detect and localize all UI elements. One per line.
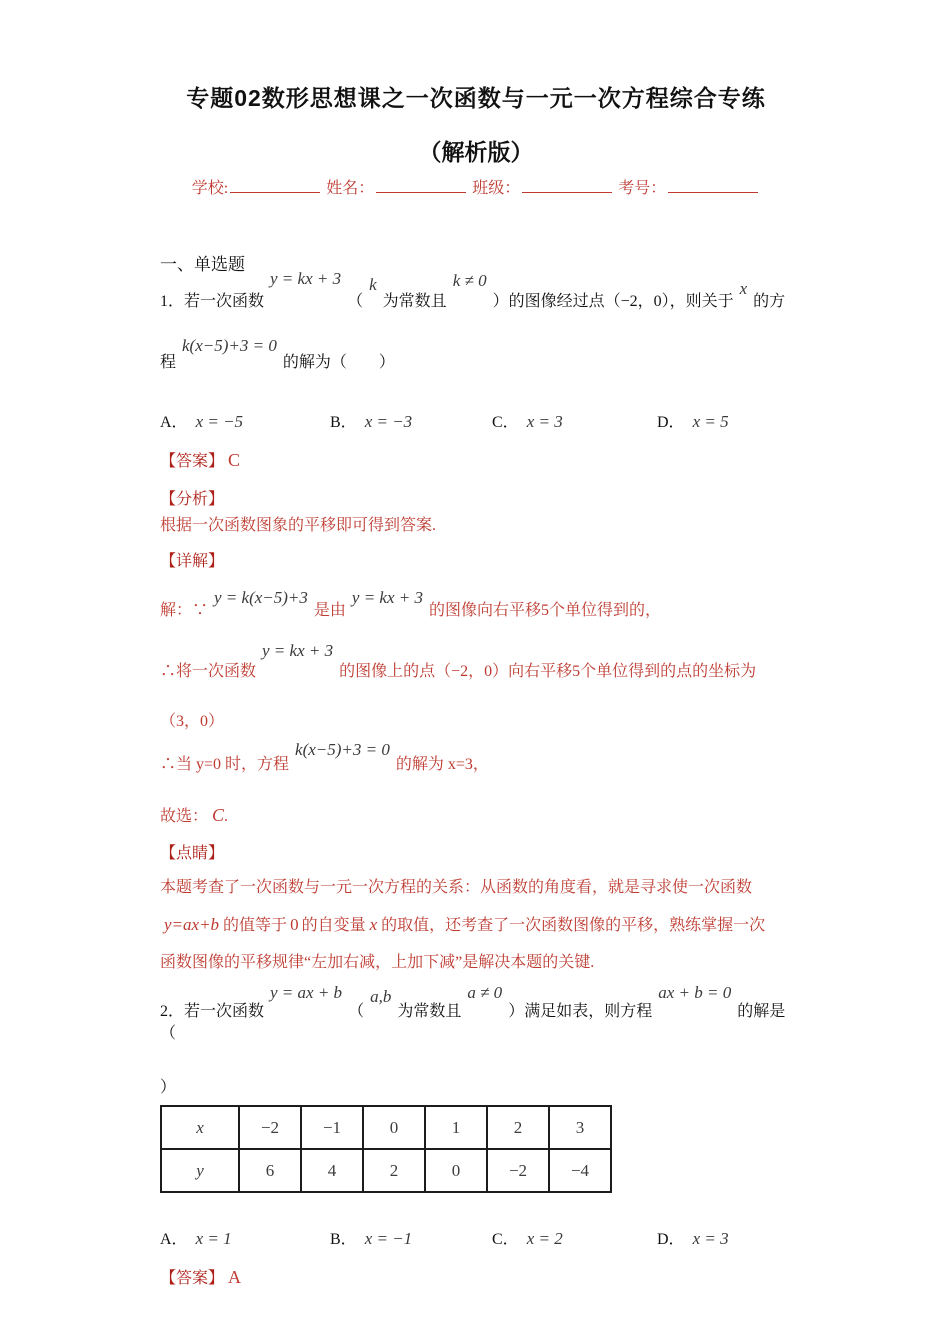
math-y-k-x-minus-5-plus-3: y = k(x−5)+3 bbox=[214, 588, 308, 607]
q1-analysis-label bbox=[160, 489, 792, 511]
q1-tips-line1: 本题考查了一次函数与一元一次方程的关系：从函数的角度看，就是寻求使一次函数 bbox=[160, 879, 753, 896]
q2-value-table bbox=[160, 1105, 612, 1193]
option-c-label: C． bbox=[492, 414, 519, 431]
math-y-equals-kx-plus-3: y = kx + 3 bbox=[270, 269, 342, 288]
school-label: 学校: bbox=[191, 180, 229, 197]
q2-stem-line1 bbox=[160, 983, 792, 1045]
table-cell: 1 bbox=[425, 1106, 487, 1149]
math-ax-b-zero: ax + b = 0 bbox=[658, 983, 732, 1002]
analysis-label: 【分析】 bbox=[160, 491, 225, 508]
option-c-value: x = 2 bbox=[526, 1229, 563, 1248]
q2-stem-text-4: ）满足如表，则方程 bbox=[508, 1003, 653, 1020]
math-y-kx-3: y = kx + 3 bbox=[351, 588, 423, 607]
option-c-value: x = 3 bbox=[526, 412, 563, 431]
detail2-text-1: ∴将一次函数 bbox=[160, 663, 257, 680]
q2-option-a bbox=[160, 1227, 330, 1252]
q1-stem-line2 bbox=[160, 336, 792, 374]
q1-stem-line1 bbox=[160, 269, 792, 313]
q1-tips-line3: 函数图像的平移规律“左加右减，上加下减”是解决本题的关键. bbox=[160, 954, 595, 971]
math-y-ax-b: y = ax + b bbox=[270, 983, 343, 1002]
table-cell: 2 bbox=[363, 1149, 425, 1192]
detail1-text-3: 的图像向右平移5个单位得到的， bbox=[429, 602, 662, 619]
table-cell: −4 bbox=[549, 1149, 611, 1192]
math-k-not-zero: k ≠ 0 bbox=[452, 271, 487, 290]
q2-option-b bbox=[330, 1227, 492, 1252]
q1-detail-line4 bbox=[160, 740, 792, 776]
q1-detail-line1 bbox=[160, 588, 792, 622]
table-row-x bbox=[161, 1106, 611, 1149]
q2-stem-text-3: 为常数且 bbox=[397, 1003, 462, 1020]
math-x: x bbox=[739, 279, 748, 298]
option-b-value: x = −1 bbox=[364, 1229, 413, 1248]
option-d-value: x = 3 bbox=[692, 1229, 729, 1248]
q1-detail-label bbox=[160, 551, 792, 573]
option-a-label: A． bbox=[160, 414, 188, 431]
conclusion-suffix: . bbox=[224, 808, 229, 825]
page-title: 专题02数形思想课之一次函数与一元一次方程综合专练 bbox=[186, 85, 766, 111]
q1-option-d bbox=[657, 410, 792, 435]
answer-label: 【答案】 bbox=[160, 1270, 225, 1287]
detail-label: 【详解】 bbox=[160, 553, 225, 570]
table-cell: −2 bbox=[487, 1149, 549, 1192]
q2-stem-text-1: 2．若一次函数 bbox=[160, 1003, 265, 1020]
q1-detail-line2 bbox=[160, 641, 792, 683]
name-blank bbox=[376, 178, 466, 193]
option-b-value: x = −3 bbox=[364, 412, 413, 431]
q1-stem-text-1: 1．若一次函数 bbox=[160, 293, 265, 310]
option-b-label: B． bbox=[330, 414, 357, 431]
q2-answer-line bbox=[160, 1266, 792, 1290]
tips2-text-2: 的自变量 bbox=[301, 917, 366, 934]
examno-blank bbox=[668, 178, 758, 193]
option-b-label: B． bbox=[330, 1231, 357, 1248]
math-y-kx-3-b: y = kx + 3 bbox=[262, 641, 334, 660]
examno-label: 考号： bbox=[618, 180, 667, 197]
option-a-value: x = −5 bbox=[195, 412, 244, 431]
answer-label: 【答案】 bbox=[160, 453, 225, 470]
class-blank bbox=[522, 178, 612, 193]
table-cell: 4 bbox=[301, 1149, 363, 1192]
table-cell: 6 bbox=[239, 1149, 301, 1192]
q1-option-c bbox=[492, 410, 657, 435]
tips2-text-3: 的取值，还考查了一次函数图像的平移，熟练掌握一次 bbox=[381, 917, 766, 934]
conclusion-answer: C bbox=[212, 805, 225, 825]
q2-option-d bbox=[657, 1227, 792, 1252]
name-label: 姓名： bbox=[326, 180, 375, 197]
q1-stem-text-2: （ bbox=[347, 293, 364, 310]
q1-option-a bbox=[160, 410, 330, 435]
q1-detail-line3: （3，0） bbox=[160, 713, 225, 730]
table-cell: 2 bbox=[487, 1106, 549, 1149]
table-cell: y bbox=[161, 1149, 239, 1192]
detail2-text-2: 的图像上的点（−2，0）向右平移5个单位得到的点的坐标为 bbox=[339, 663, 757, 680]
page-subtitle: （解析版） bbox=[418, 139, 534, 165]
table-cell: 0 bbox=[425, 1149, 487, 1192]
table-row-y bbox=[161, 1149, 611, 1192]
q1-stem-text-6: 程 bbox=[160, 354, 177, 371]
option-c-label: C． bbox=[492, 1231, 519, 1248]
table-cell: −2 bbox=[239, 1106, 301, 1149]
q2-answer-value: A bbox=[228, 1267, 242, 1287]
q2-stem-text-2: （ bbox=[348, 1003, 365, 1020]
math-x-red: x bbox=[369, 915, 378, 934]
math-zero-red: 0 bbox=[290, 915, 299, 934]
detail1-text-2: 是由 bbox=[313, 602, 346, 619]
conclusion-prefix: 故选： bbox=[160, 808, 209, 825]
q1-option-b bbox=[330, 410, 492, 435]
q1-stem-text-5: 的方 bbox=[753, 293, 786, 310]
option-a-value: x = 1 bbox=[195, 1229, 232, 1248]
table-cell: x bbox=[161, 1106, 239, 1149]
q1-analysis-text: 根据一次函数图象的平移即可得到答案. bbox=[160, 517, 437, 534]
info-line bbox=[160, 178, 792, 200]
option-d-label: D． bbox=[657, 414, 685, 431]
class-label: 班级： bbox=[472, 180, 521, 197]
q2-options bbox=[160, 1227, 792, 1252]
math-a-not-zero: a ≠ 0 bbox=[467, 983, 503, 1002]
math-equation-solve: k(x−5)+3 = 0 bbox=[295, 740, 390, 759]
school-blank bbox=[230, 178, 320, 193]
math-k: k bbox=[369, 275, 377, 294]
option-d-value: x = 5 bbox=[692, 412, 729, 431]
q1-tips-line2 bbox=[160, 914, 792, 937]
detail1-text-1: 解：∵ bbox=[160, 602, 209, 619]
detail4-text-2: 的解为 x=3， bbox=[395, 756, 489, 773]
q1-conclusion bbox=[160, 804, 792, 828]
q1-stem-text-4: ）的图像经过点（−2，0），则关于 bbox=[492, 293, 734, 310]
q1-tips-label bbox=[160, 843, 792, 865]
q2-option-c bbox=[492, 1227, 657, 1252]
table-cell: 3 bbox=[549, 1106, 611, 1149]
table-cell: −1 bbox=[301, 1106, 363, 1149]
math-a-b: a,b bbox=[370, 987, 392, 1006]
detail4-text-1: ∴当 y=0 时，方程 bbox=[160, 756, 290, 773]
q2-stem-line2: ） bbox=[160, 1079, 177, 1096]
q1-options bbox=[160, 410, 792, 435]
tips-label: 【点睛】 bbox=[160, 845, 225, 862]
q2-stem-text-5: 的解是（ bbox=[160, 1003, 786, 1042]
math-y-ax-b-red: y=ax+b bbox=[164, 915, 220, 934]
section-heading: 一、单选题 bbox=[160, 255, 245, 274]
tips2-text-1: 的值等于 bbox=[223, 917, 288, 934]
option-a-label: A． bbox=[160, 1231, 188, 1248]
q1-answer-value: C bbox=[228, 450, 241, 470]
q1-answer-line bbox=[160, 449, 792, 473]
q1-stem-text-3: 为常数且 bbox=[382, 293, 447, 310]
q1-stem-text-7: 的解为（ ） bbox=[282, 354, 395, 371]
math-equation-k-x-minus-5: k(x−5)+3 = 0 bbox=[182, 336, 277, 355]
table-cell: 0 bbox=[363, 1106, 425, 1149]
option-d-label: D． bbox=[657, 1231, 685, 1248]
